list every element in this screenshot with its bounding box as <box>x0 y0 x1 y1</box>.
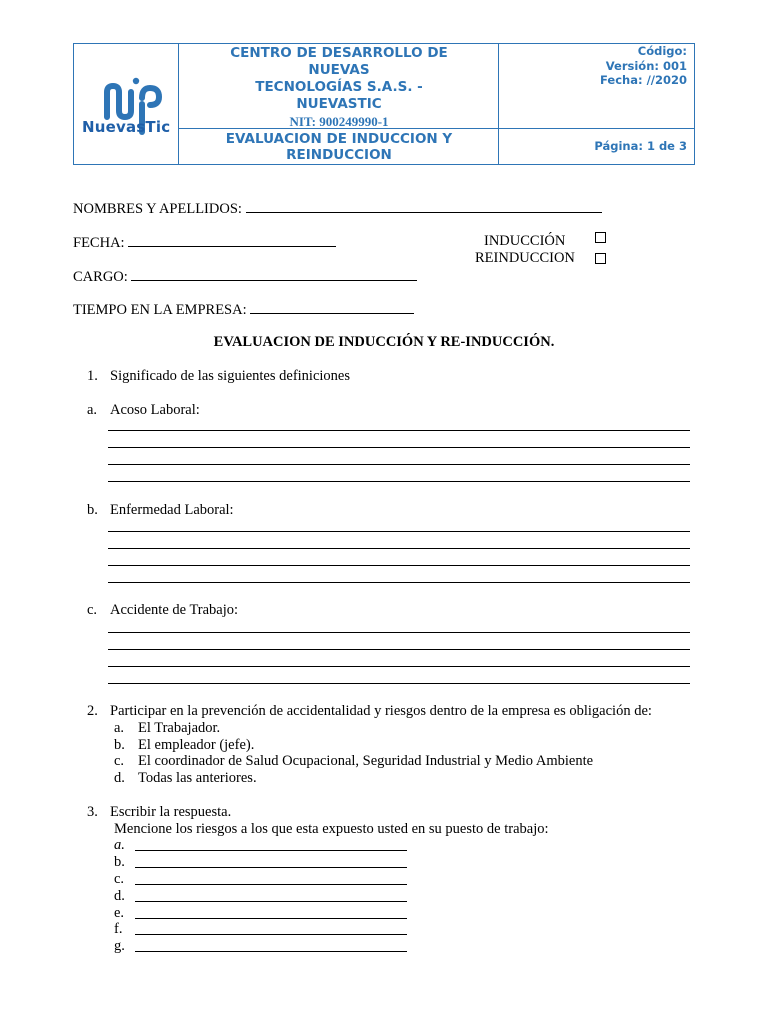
q1a-letter: a. <box>87 402 98 418</box>
fecha-input-line[interactable] <box>128 233 336 247</box>
answer-line[interactable] <box>108 531 690 532</box>
document-meta <box>499 44 687 88</box>
q2-option-b[interactable]: El empleador (jefe). <box>138 737 255 753</box>
q3-number: 3. <box>87 804 98 820</box>
answer-line[interactable] <box>108 430 690 431</box>
nombres-field <box>73 199 602 218</box>
q1c-letter: c. <box>87 602 98 618</box>
answer-line[interactable] <box>108 666 690 667</box>
tiempo-field <box>73 300 414 319</box>
codigo-label: Código: <box>637 44 687 58</box>
company-name-line: NUEVAS <box>308 62 370 78</box>
tiempo-input-line[interactable] <box>250 300 414 314</box>
company-name-line: NUEVASTIC <box>296 96 382 112</box>
q3-letter: e. <box>114 905 125 921</box>
answer-line[interactable] <box>108 565 690 566</box>
answer-line[interactable] <box>108 649 690 650</box>
answer-line[interactable] <box>108 464 690 465</box>
q3-answer-line[interactable] <box>135 901 407 902</box>
document-header <box>73 43 695 165</box>
company-name-line: CENTRO DE DESARROLLO DE <box>230 45 448 61</box>
document-title-line: EVALUACION DE INDUCCION Y <box>225 131 453 147</box>
fecha-label: FECHA: <box>73 235 125 251</box>
q3-letter: g. <box>114 938 125 954</box>
page-number: Página: 1 de 3 <box>594 139 687 153</box>
answer-line[interactable] <box>108 548 690 549</box>
answer-line[interactable] <box>108 447 690 448</box>
document-title-line: REINDUCCION <box>286 147 392 163</box>
q3-letter: b. <box>114 854 125 870</box>
q2-option-letter: c. <box>114 753 125 769</box>
nombres-label: NOMBRES Y APELLIDOS: <box>73 201 242 217</box>
q3-answer-line[interactable] <box>135 850 407 851</box>
cargo-label: CARGO: <box>73 269 128 285</box>
company-name-line: TECNOLOGÍAS S.A.S. - <box>255 79 423 95</box>
company-nit: NIT: 900249990-1 <box>289 114 389 129</box>
q1a-label: Acoso Laboral: <box>110 402 200 418</box>
q3-letter: c. <box>114 871 125 887</box>
q3-letter: f. <box>114 921 123 937</box>
answer-line[interactable] <box>108 481 690 482</box>
reinduccion-checkbox[interactable] <box>595 253 606 264</box>
q2-option-letter: b. <box>114 737 125 753</box>
induccion-checkbox[interactable] <box>595 232 606 243</box>
document-title <box>208 131 470 163</box>
logo-wordmark: NuevasTic <box>82 118 171 136</box>
header-divider <box>498 128 694 129</box>
induccion-label: INDUCCIÓN <box>484 233 566 249</box>
q2-option-a[interactable]: El Trabajador. <box>138 720 221 736</box>
q2-option-letter: a. <box>114 720 125 736</box>
q3-answer-line[interactable] <box>135 884 407 885</box>
q1b-letter: b. <box>87 502 98 518</box>
cargo-field <box>73 267 417 286</box>
answer-line[interactable] <box>108 582 690 583</box>
q3-answer-line[interactable] <box>135 918 407 919</box>
answer-line[interactable] <box>108 683 690 684</box>
q3-answer-line[interactable] <box>135 934 407 935</box>
answer-line[interactable] <box>108 632 690 633</box>
version-label: Versión: 001 <box>605 58 687 73</box>
tiempo-label: TIEMPO EN LA EMPRESA: <box>73 302 247 318</box>
q2-option-c[interactable]: El coordinador de Salud Ocupacional, Seguridad Industrial y Medio Ambiente <box>138 753 594 769</box>
q3-letter: a. <box>114 837 125 853</box>
nombres-input-line[interactable] <box>246 199 602 213</box>
q2-option-letter: d. <box>114 770 125 786</box>
q3-text: Escribir la respuesta. <box>110 804 232 820</box>
evaluation-title: EVALUACION DE INDUCCIÓN Y RE-INDUCCIÓN. <box>213 334 555 350</box>
fecha-field <box>73 233 336 252</box>
company-name <box>208 45 470 130</box>
q1-number: 1. <box>87 368 98 384</box>
q1-text: Significado de las siguientes definiciones <box>110 368 351 384</box>
q3-subtext: Mencione los riesgos a los que esta expuesto usted en su puesto de trabajo: <box>114 821 549 837</box>
q1b-label: Enfermedad Laboral: <box>110 502 234 518</box>
q3-letter: d. <box>114 888 125 904</box>
q2-text: Participar en la prevención de accidentalidad y riesgos dentro de la empresa es obligación de: <box>110 703 652 719</box>
fecha-label: Fecha: //2020 <box>600 73 687 87</box>
reinduccion-label: REINDUCCION <box>475 250 575 266</box>
cargo-input-line[interactable] <box>131 267 417 281</box>
q3-answer-line[interactable] <box>135 951 407 952</box>
q2-number: 2. <box>87 703 98 719</box>
q1c-label: Accidente de Trabajo: <box>110 602 239 618</box>
q2-option-d[interactable]: Todas las anteriores. <box>138 770 257 786</box>
q3-answer-line[interactable] <box>135 867 407 868</box>
